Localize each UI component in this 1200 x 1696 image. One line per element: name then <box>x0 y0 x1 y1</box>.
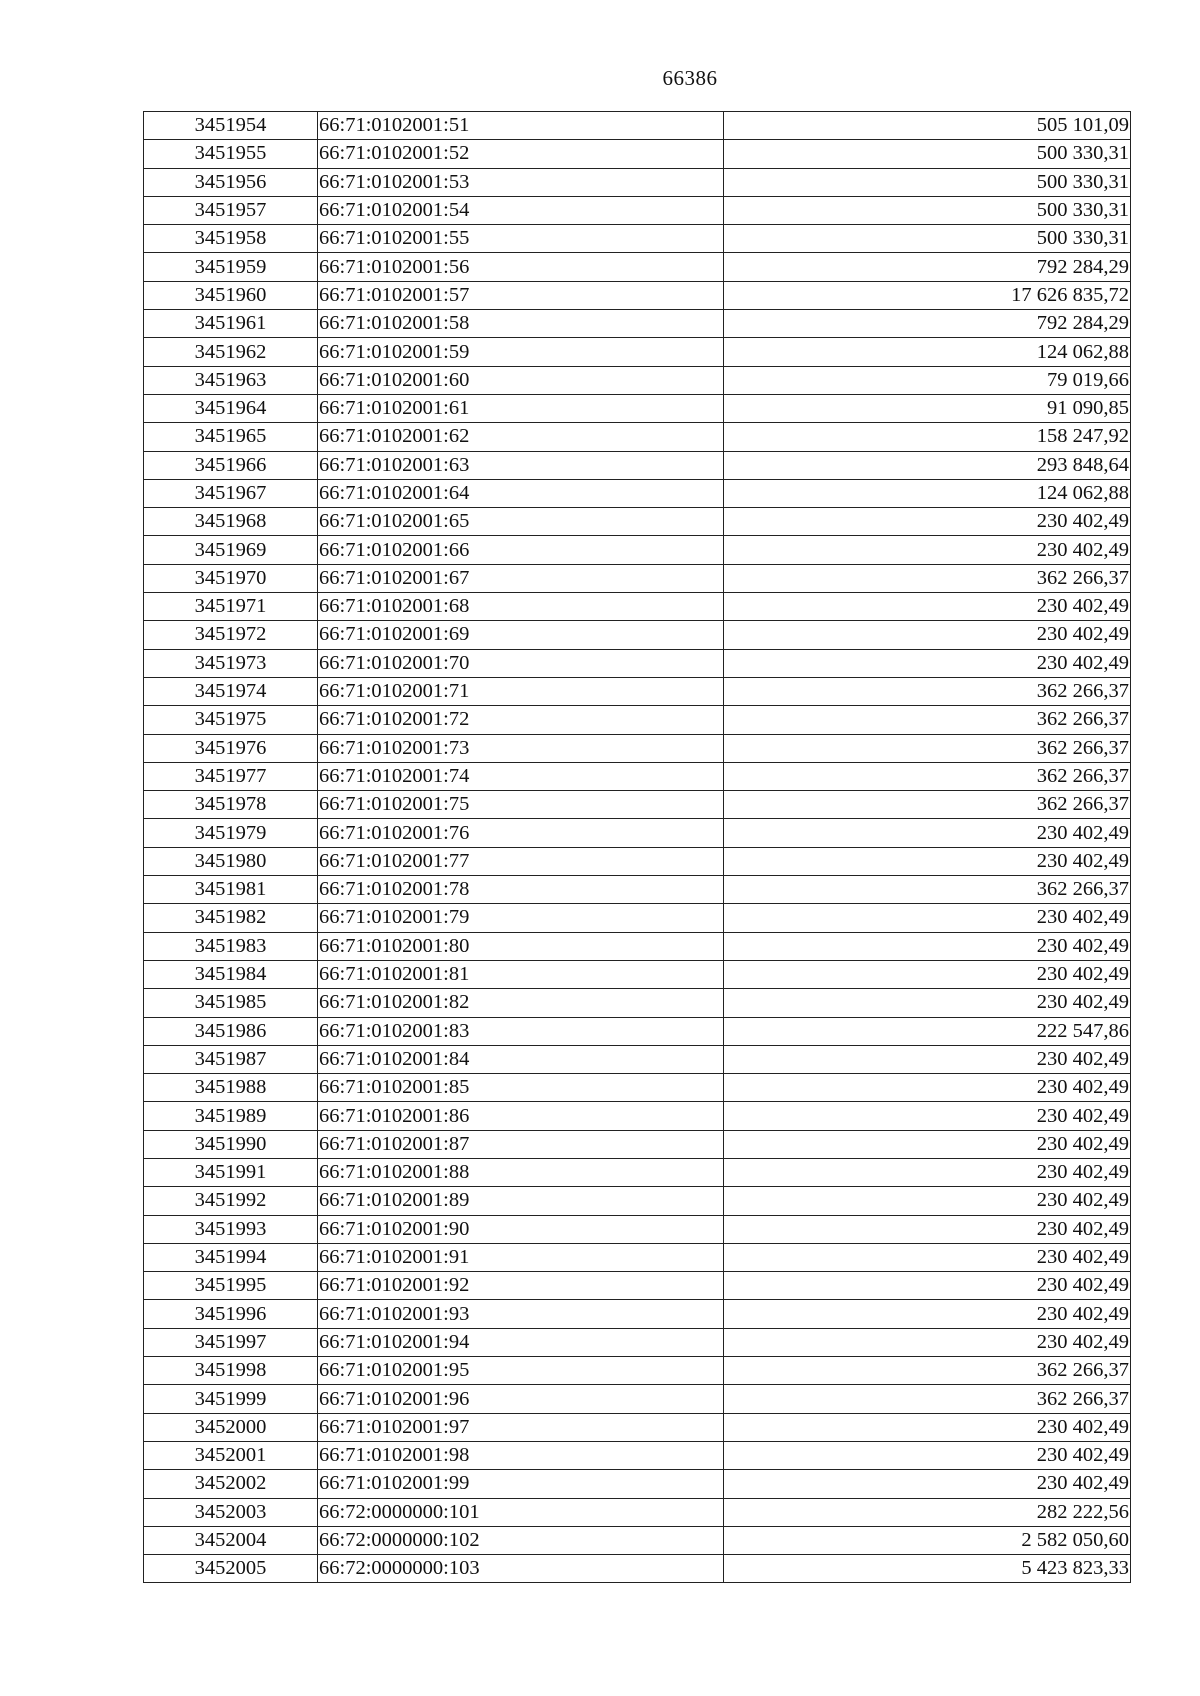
cadastral-value-cell: 91 090,85 <box>724 394 1131 422</box>
row-number-cell: 3451965 <box>144 423 318 451</box>
table-row <box>144 734 1131 762</box>
cadastral-value-cell: 362 266,37 <box>724 706 1131 734</box>
table-row <box>144 593 1131 621</box>
cadastral-value-cell: 505 101,09 <box>724 112 1131 140</box>
cadastral-number-cell: 66:71:0102001:73 <box>318 734 724 762</box>
table-row <box>144 677 1131 705</box>
row-number-cell: 3451997 <box>144 1328 318 1356</box>
cadastral-number-cell: 66:72:0000000:103 <box>318 1555 724 1583</box>
table-row <box>144 1357 1131 1385</box>
table-row <box>144 564 1131 592</box>
cadastral-number-cell: 66:71:0102001:61 <box>318 394 724 422</box>
table-row <box>144 1441 1131 1469</box>
row-number-cell: 3451996 <box>144 1300 318 1328</box>
cadastral-number-cell: 66:71:0102001:52 <box>318 140 724 168</box>
cadastral-number-cell: 66:71:0102001:54 <box>318 196 724 224</box>
row-number-cell: 3451969 <box>144 536 318 564</box>
row-number-cell: 3451967 <box>144 479 318 507</box>
cadastral-value-cell: 124 062,88 <box>724 338 1131 366</box>
cadastral-number-cell: 66:71:0102001:99 <box>318 1470 724 1498</box>
row-number-cell: 3452003 <box>144 1498 318 1526</box>
cadastral-value-cell: 282 222,56 <box>724 1498 1131 1526</box>
row-number-cell: 3451964 <box>144 394 318 422</box>
cadastral-number-cell: 66:71:0102001:60 <box>318 366 724 394</box>
row-number-cell: 3452002 <box>144 1470 318 1498</box>
table-row <box>144 1385 1131 1413</box>
row-number-cell: 3451998 <box>144 1357 318 1385</box>
cadastral-number-cell: 66:71:0102001:70 <box>318 649 724 677</box>
table-row <box>144 423 1131 451</box>
table-row <box>144 196 1131 224</box>
table-row <box>144 451 1131 479</box>
cadastral-value-cell: 293 848,64 <box>724 451 1131 479</box>
table-row <box>144 1498 1131 1526</box>
row-number-cell: 3451975 <box>144 706 318 734</box>
cadastral-number-cell: 66:71:0102001:95 <box>318 1357 724 1385</box>
row-number-cell: 3451961 <box>144 310 318 338</box>
table-row <box>144 847 1131 875</box>
cadastral-number-cell: 66:71:0102001:51 <box>318 112 724 140</box>
table-row <box>144 932 1131 960</box>
cadastral-number-cell: 66:71:0102001:57 <box>318 281 724 309</box>
table-row <box>144 112 1131 140</box>
row-number-cell: 3451986 <box>144 1017 318 1045</box>
table-row <box>144 1130 1131 1158</box>
cadastral-value-cell: 230 402,49 <box>724 1158 1131 1186</box>
cadastral-value-cell: 230 402,49 <box>724 904 1131 932</box>
cadastral-number-cell: 66:71:0102001:86 <box>318 1102 724 1130</box>
row-number-cell: 3451966 <box>144 451 318 479</box>
row-number-cell: 3451988 <box>144 1074 318 1102</box>
row-number-cell: 3451980 <box>144 847 318 875</box>
table-row <box>144 1158 1131 1186</box>
row-number-cell: 3452000 <box>144 1413 318 1441</box>
table-row <box>144 1470 1131 1498</box>
cadastral-number-cell: 66:71:0102001:68 <box>318 593 724 621</box>
cadastral-value-cell: 362 266,37 <box>724 762 1131 790</box>
cadastral-number-cell: 66:71:0102001:72 <box>318 706 724 734</box>
cadastral-number-cell: 66:71:0102001:80 <box>318 932 724 960</box>
row-number-cell: 3451976 <box>144 734 318 762</box>
cadastral-value-cell: 230 402,49 <box>724 508 1131 536</box>
cadastral-number-cell: 66:71:0102001:66 <box>318 536 724 564</box>
table-row <box>144 762 1131 790</box>
row-number-cell: 3451985 <box>144 989 318 1017</box>
row-number-cell: 3451972 <box>144 621 318 649</box>
row-number-cell: 3451960 <box>144 281 318 309</box>
cadastral-value-table-container <box>143 111 1131 1583</box>
cadastral-number-cell: 66:71:0102001:65 <box>318 508 724 536</box>
table-row <box>144 1555 1131 1583</box>
table-row <box>144 621 1131 649</box>
cadastral-number-cell: 66:71:0102001:89 <box>318 1187 724 1215</box>
row-number-cell: 3451991 <box>144 1158 318 1186</box>
table-row <box>144 338 1131 366</box>
cadastral-number-cell: 66:71:0102001:71 <box>318 677 724 705</box>
cadastral-value-cell: 222 547,86 <box>724 1017 1131 1045</box>
cadastral-value-cell: 362 266,37 <box>724 876 1131 904</box>
row-number-cell: 3451963 <box>144 366 318 394</box>
cadastral-number-cell: 66:71:0102001:90 <box>318 1215 724 1243</box>
cadastral-number-cell: 66:71:0102001:94 <box>318 1328 724 1356</box>
cadastral-number-cell: 66:71:0102001:88 <box>318 1158 724 1186</box>
row-number-cell: 3451979 <box>144 819 318 847</box>
row-number-cell: 3452001 <box>144 1441 318 1469</box>
table-row <box>144 281 1131 309</box>
cadastral-value-cell: 230 402,49 <box>724 1187 1131 1215</box>
table-row <box>144 649 1131 677</box>
row-number-cell: 3451989 <box>144 1102 318 1130</box>
row-number-cell: 3451954 <box>144 112 318 140</box>
cadastral-value-cell: 230 402,49 <box>724 593 1131 621</box>
table-row <box>144 706 1131 734</box>
cadastral-value-cell: 362 266,37 <box>724 734 1131 762</box>
cadastral-value-cell: 230 402,49 <box>724 960 1131 988</box>
cadastral-number-cell: 66:71:0102001:58 <box>318 310 724 338</box>
table-row <box>144 140 1131 168</box>
table-row <box>144 310 1131 338</box>
cadastral-number-cell: 66:72:0000000:102 <box>318 1526 724 1554</box>
cadastral-number-cell: 66:71:0102001:74 <box>318 762 724 790</box>
cadastral-value-cell: 230 402,49 <box>724 989 1131 1017</box>
table-row <box>144 1413 1131 1441</box>
cadastral-number-cell: 66:71:0102001:93 <box>318 1300 724 1328</box>
table-row <box>144 536 1131 564</box>
cadastral-value-cell: 230 402,49 <box>724 1045 1131 1073</box>
cadastral-value-cell: 17 626 835,72 <box>724 281 1131 309</box>
cadastral-number-cell: 66:71:0102001:83 <box>318 1017 724 1045</box>
table-row <box>144 1045 1131 1073</box>
cadastral-number-cell: 66:71:0102001:56 <box>318 253 724 281</box>
cadastral-number-cell: 66:72:0000000:101 <box>318 1498 724 1526</box>
cadastral-value-cell: 362 266,37 <box>724 791 1131 819</box>
cadastral-value-cell: 230 402,49 <box>724 1441 1131 1469</box>
cadastral-value-cell: 230 402,49 <box>724 621 1131 649</box>
row-number-cell: 3451987 <box>144 1045 318 1073</box>
table-row <box>144 1328 1131 1356</box>
cadastral-value-cell: 792 284,29 <box>724 310 1131 338</box>
row-number-cell: 3451999 <box>144 1385 318 1413</box>
row-number-cell: 3451968 <box>144 508 318 536</box>
row-number-cell: 3451982 <box>144 904 318 932</box>
cadastral-value-cell: 500 330,31 <box>724 196 1131 224</box>
table-row <box>144 253 1131 281</box>
table-row <box>144 904 1131 932</box>
cadastral-value-cell: 230 402,49 <box>724 1102 1131 1130</box>
cadastral-value-cell: 362 266,37 <box>724 1357 1131 1385</box>
table-row <box>144 225 1131 253</box>
cadastral-number-cell: 66:71:0102001:85 <box>318 1074 724 1102</box>
cadastral-value-cell: 230 402,49 <box>724 1130 1131 1158</box>
cadastral-value-cell: 500 330,31 <box>724 225 1131 253</box>
cadastral-number-cell: 66:71:0102001:79 <box>318 904 724 932</box>
cadastral-number-cell: 66:71:0102001:63 <box>318 451 724 479</box>
table-row <box>144 1272 1131 1300</box>
table-row <box>144 168 1131 196</box>
row-number-cell: 3451970 <box>144 564 318 592</box>
row-number-cell: 3452004 <box>144 1526 318 1554</box>
cadastral-number-cell: 66:71:0102001:84 <box>318 1045 724 1073</box>
row-number-cell: 3451955 <box>144 140 318 168</box>
cadastral-value-cell: 230 402,49 <box>724 847 1131 875</box>
cadastral-number-cell: 66:71:0102001:87 <box>318 1130 724 1158</box>
table-row <box>144 819 1131 847</box>
cadastral-value-cell: 230 402,49 <box>724 1470 1131 1498</box>
row-number-cell: 3451992 <box>144 1187 318 1215</box>
row-number-cell: 3451971 <box>144 593 318 621</box>
cadastral-value-cell: 158 247,92 <box>724 423 1131 451</box>
table-row <box>144 989 1131 1017</box>
cadastral-number-cell: 66:71:0102001:76 <box>318 819 724 847</box>
row-number-cell: 3451957 <box>144 196 318 224</box>
cadastral-value-cell: 230 402,49 <box>724 819 1131 847</box>
row-number-cell: 3451956 <box>144 168 318 196</box>
cadastral-value-cell: 362 266,37 <box>724 677 1131 705</box>
table-row <box>144 960 1131 988</box>
cadastral-value-cell: 230 402,49 <box>724 1300 1131 1328</box>
table-row <box>144 1243 1131 1271</box>
cadastral-value-cell: 230 402,49 <box>724 1243 1131 1271</box>
row-number-cell: 3451994 <box>144 1243 318 1271</box>
cadastral-number-cell: 66:71:0102001:77 <box>318 847 724 875</box>
table-row <box>144 479 1131 507</box>
cadastral-number-cell: 66:71:0102001:67 <box>318 564 724 592</box>
cadastral-value-cell: 79 019,66 <box>724 366 1131 394</box>
cadastral-value-cell: 230 402,49 <box>724 1413 1131 1441</box>
cadastral-value-table <box>143 111 1131 1583</box>
cadastral-value-cell: 230 402,49 <box>724 932 1131 960</box>
row-number-cell: 3451983 <box>144 932 318 960</box>
cadastral-number-cell: 66:71:0102001:81 <box>318 960 724 988</box>
table-row <box>144 1215 1131 1243</box>
cadastral-value-cell: 500 330,31 <box>724 140 1131 168</box>
table-row <box>144 876 1131 904</box>
row-number-cell: 3451973 <box>144 649 318 677</box>
table-row <box>144 1074 1131 1102</box>
cadastral-number-cell: 66:71:0102001:75 <box>318 791 724 819</box>
row-number-cell: 3451995 <box>144 1272 318 1300</box>
row-number-cell: 3451959 <box>144 253 318 281</box>
cadastral-number-cell: 66:71:0102001:82 <box>318 989 724 1017</box>
cadastral-number-cell: 66:71:0102001:96 <box>318 1385 724 1413</box>
table-row <box>144 1017 1131 1045</box>
cadastral-value-cell: 230 402,49 <box>724 1215 1131 1243</box>
table-row <box>144 791 1131 819</box>
cadastral-number-cell: 66:71:0102001:78 <box>318 876 724 904</box>
table-row <box>144 366 1131 394</box>
cadastral-value-cell: 230 402,49 <box>724 1074 1131 1102</box>
row-number-cell: 3452005 <box>144 1555 318 1583</box>
cadastral-number-cell: 66:71:0102001:97 <box>318 1413 724 1441</box>
cadastral-number-cell: 66:71:0102001:98 <box>318 1441 724 1469</box>
cadastral-value-cell: 230 402,49 <box>724 1328 1131 1356</box>
row-number-cell: 3451962 <box>144 338 318 366</box>
row-number-cell: 3451984 <box>144 960 318 988</box>
table-row <box>144 508 1131 536</box>
cadastral-value-cell: 230 402,49 <box>724 536 1131 564</box>
row-number-cell: 3451990 <box>144 1130 318 1158</box>
cadastral-number-cell: 66:71:0102001:53 <box>318 168 724 196</box>
table-body <box>144 112 1131 1583</box>
row-number-cell: 3451978 <box>144 791 318 819</box>
page-number: 66386 <box>662 66 718 90</box>
cadastral-number-cell: 66:71:0102001:69 <box>318 621 724 649</box>
cadastral-number-cell: 66:71:0102001:59 <box>318 338 724 366</box>
table-row <box>144 1300 1131 1328</box>
cadastral-number-cell: 66:71:0102001:55 <box>318 225 724 253</box>
row-number-cell: 3451974 <box>144 677 318 705</box>
cadastral-value-cell: 2 582 050,60 <box>724 1526 1131 1554</box>
cadastral-value-cell: 230 402,49 <box>724 649 1131 677</box>
cadastral-value-cell: 500 330,31 <box>724 168 1131 196</box>
cadastral-value-cell: 230 402,49 <box>724 1272 1131 1300</box>
row-number-cell: 3451977 <box>144 762 318 790</box>
table-row <box>144 394 1131 422</box>
cadastral-number-cell: 66:71:0102001:64 <box>318 479 724 507</box>
row-number-cell: 3451993 <box>144 1215 318 1243</box>
row-number-cell: 3451981 <box>144 876 318 904</box>
table-row <box>144 1102 1131 1130</box>
cadastral-value-cell: 5 423 823,33 <box>724 1555 1131 1583</box>
cadastral-number-cell: 66:71:0102001:62 <box>318 423 724 451</box>
cadastral-value-cell: 792 284,29 <box>724 253 1131 281</box>
cadastral-number-cell: 66:71:0102001:92 <box>318 1272 724 1300</box>
row-number-cell: 3451958 <box>144 225 318 253</box>
cadastral-value-cell: 362 266,37 <box>724 1385 1131 1413</box>
cadastral-number-cell: 66:71:0102001:91 <box>318 1243 724 1271</box>
table-row <box>144 1187 1131 1215</box>
table-row <box>144 1526 1131 1554</box>
cadastral-value-cell: 362 266,37 <box>724 564 1131 592</box>
cadastral-value-cell: 124 062,88 <box>724 479 1131 507</box>
